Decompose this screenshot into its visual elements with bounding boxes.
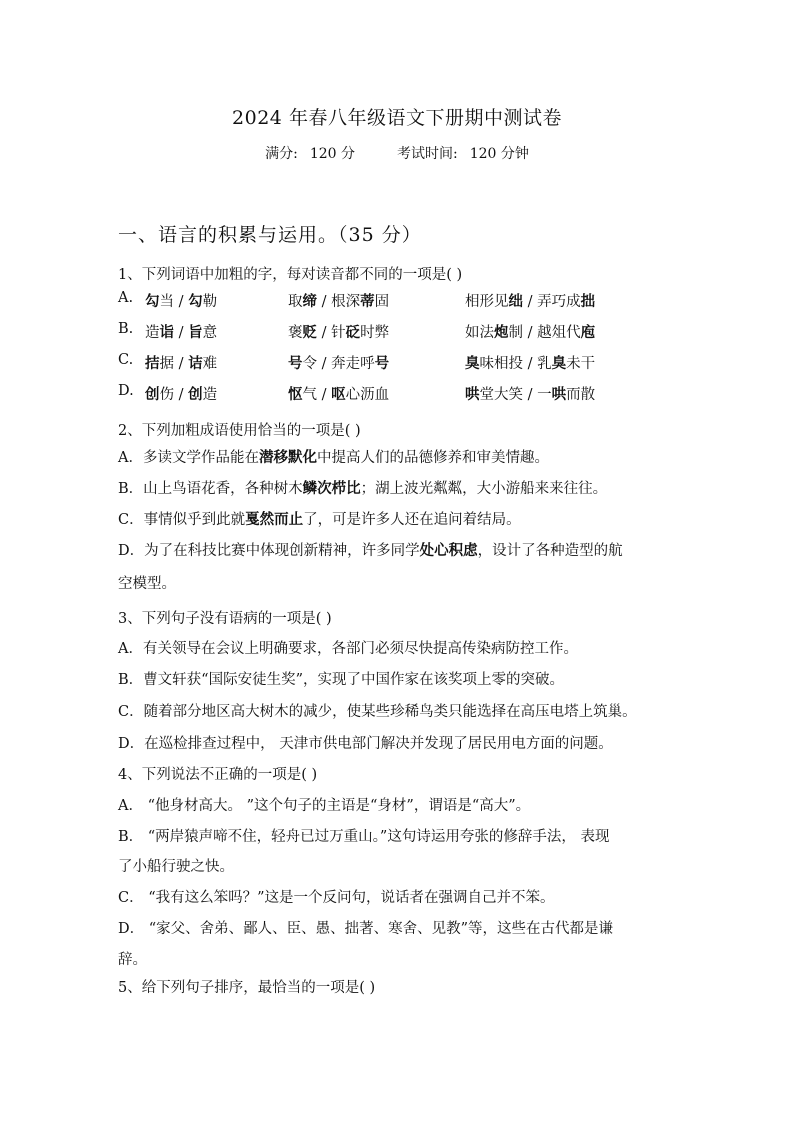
option-b-col2: 褒贬 / 针砭时弊: [288, 324, 390, 341]
q3-option-b: B．曹文轩获“国际安徒生奖”，实现了中国作家在该奖项上零的突破。: [118, 672, 564, 688]
option-c-col1: 拮据 / 诘难: [145, 355, 218, 372]
q3-option-d: D．在巡检排查过程中， 天津市供电部门解决并发现了居民用电方面的问题。: [118, 736, 613, 752]
q1-option-b: [118, 321, 678, 341]
option-b-col3: 如法炮制 / 越俎代庖: [465, 324, 596, 341]
question-1-stem: 1、下列词语中加粗的字，每对读音都不同的一项是( ): [118, 267, 463, 283]
q3-option-a: A．有关领导在会议上明确要求，各部门必须尽快提高传染病防控工作。: [118, 641, 578, 657]
q1-option-d: [118, 383, 678, 403]
q1-option-c: [118, 352, 678, 372]
exam-meta: [0, 143, 794, 163]
section-heading: 一、语言的积累与运用。（35 分）: [118, 224, 422, 246]
question-5-stem: 5、给下列句子排序，最恰当的一项是( ): [118, 980, 376, 996]
option-label: B.: [118, 321, 134, 337]
full-score-value: 120 分: [309, 146, 355, 162]
question-4-stem: 4、下列说法不正确的一项是( ): [118, 767, 318, 783]
option-c-col3: 臭味相投 / 乳臭未干: [465, 355, 596, 372]
time-label: 考试时间:: [397, 146, 458, 162]
q4-option-d: D． “家父、舍弟、鄙人、臣、愚、拙著、寒舍、见教”等，这些在古代都是谦: [118, 921, 614, 937]
time-value: 120 分钟: [469, 146, 529, 162]
q2-option-b: B．山上鸟语花香，各种树木鳞次栉比；湖上波光粼粼，大小游船来来往往。: [118, 480, 608, 497]
option-a-col2: 取缔 / 根深蒂固: [288, 293, 390, 310]
question-2-stem: 2、下列加粗成语使用恰当的一项是( ): [118, 423, 361, 439]
option-d-col2: 怄气 / 呕心沥血: [288, 386, 390, 403]
q4-option-d-continued: 辞。: [118, 952, 147, 968]
q4-option-c: C． “我有这么笨吗？”这是一个反问句，说话者在强调自己并不笨。: [118, 890, 555, 906]
option-label: D.: [118, 383, 134, 399]
option-c-col2: 号令 / 奔走呼号: [288, 355, 390, 372]
option-d-col3: 哄堂大笑 / 一哄而散: [465, 386, 596, 403]
q4-option-a: A． “他身材高大。 ”这个句子的主语是“身材”，谓语是“高大”。: [118, 798, 531, 814]
q1-option-a: [118, 290, 678, 310]
option-label: C.: [118, 352, 134, 368]
q2-option-d: D．为了在科技比赛中体现创新精神，许多同学处心积虑，设计了各种造型的航: [118, 542, 623, 559]
option-d-col1: 创伤 / 创造: [145, 386, 218, 403]
q2-option-c: C．事情似乎到此就戛然而止了，可是许多人还在追问着结局。: [118, 511, 521, 528]
q3-option-c: C．随着部分地区高大树木的减少，使某些珍稀鸟类只能选择在高压电塔上筑巢。: [118, 704, 637, 720]
q4-option-b-continued: 了小船行驶之快。: [118, 859, 234, 875]
q2-option-a: A．多读文学作品能在潜移默化中提高人们的品德修养和审美情趣。: [118, 449, 549, 466]
option-a-col1: 勾当 / 勾勒: [145, 293, 218, 310]
option-label: A.: [118, 290, 134, 306]
full-score-label: 满分:: [265, 146, 298, 162]
option-a-col3: 相形见绌 / 弄巧成拙: [465, 293, 596, 310]
option-b-col1: 造诣 / 旨意: [145, 324, 218, 341]
q4-option-b: B． “两岸猿声啼不住，轻舟已过万重山。”这句诗运用夸张的修辞手法， 表现: [118, 829, 610, 845]
q2-option-d-continued: 空模型。: [118, 576, 176, 592]
page-title: 2024 年春八年级语文下册期中测试卷: [232, 107, 562, 129]
question-3-stem: 3、下列句子没有语病的一项是( ): [118, 611, 332, 627]
